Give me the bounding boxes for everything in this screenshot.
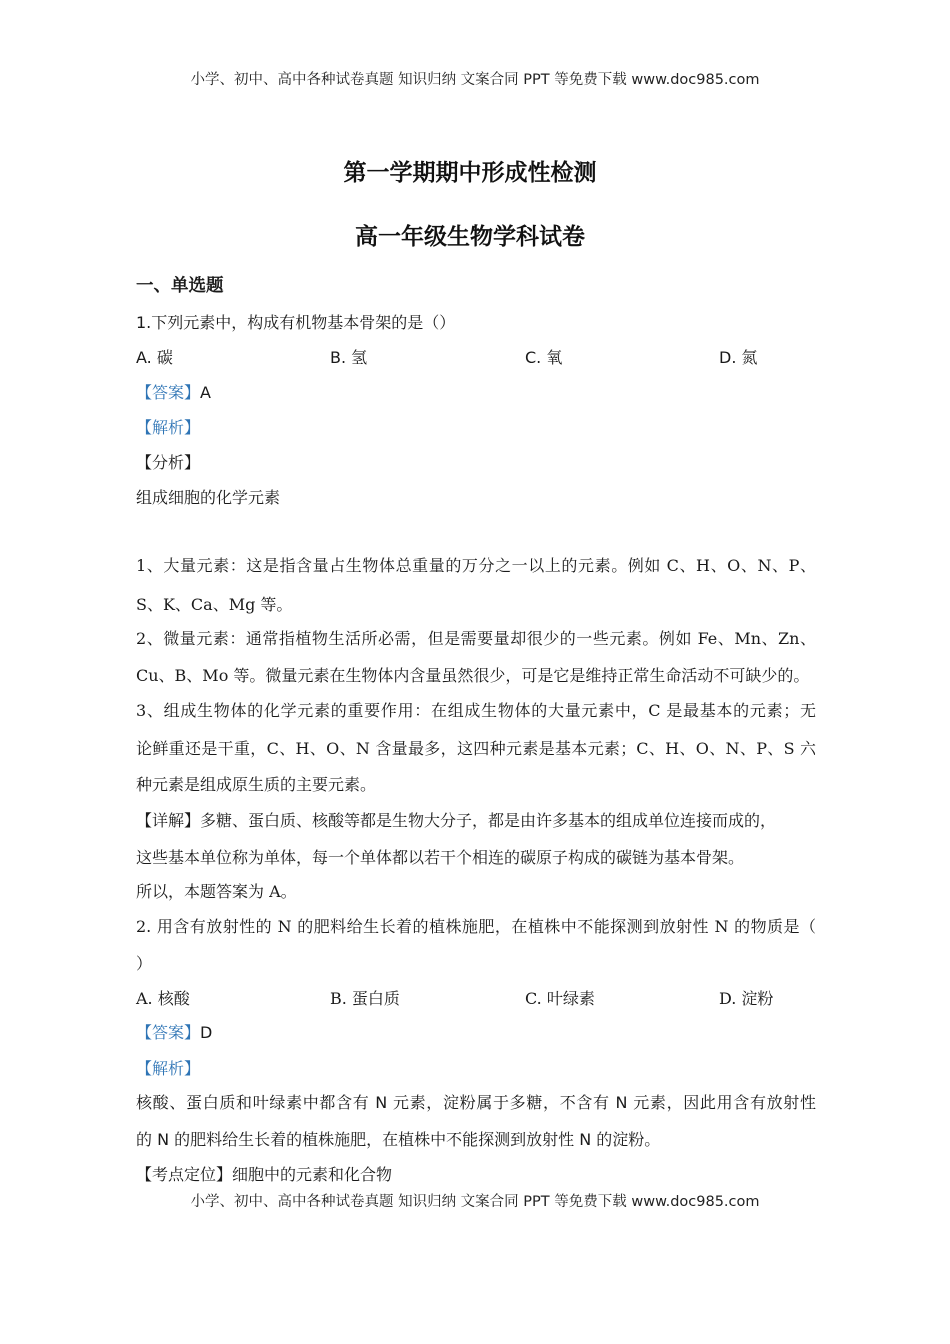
q2-answer <box>136 1020 212 1043</box>
exam-subtitle: 高一年级生物学科试卷 <box>355 224 585 250</box>
answer-tag: 【答案】 <box>136 1023 201 1042</box>
q1-option-a: A. 碳 <box>136 348 173 367</box>
q1-fenxi-tag: 【分析】 <box>136 453 201 472</box>
answer-value: D <box>200 1023 213 1042</box>
answer-value: A <box>200 383 211 402</box>
q1-fenxi-title: 组成细胞的化学元素 <box>136 488 281 507</box>
q2-option-a: A. 核酸 <box>136 989 190 1008</box>
q1-detail-line1: 【详解】多糖、蛋白质、核酸等都是生物大分子，都是由许多基本的组成单位连接而成的， <box>136 811 777 830</box>
answer-tag: 【答案】 <box>136 383 201 402</box>
q2-stem-line1: 2. 用含有放射性的 N 的肥料给生长着的植株施肥，在植株中不能探测到放射性 N 的物质是（ <box>136 917 816 936</box>
q1-option-b: B. 氢 <box>330 348 368 367</box>
q2-explanation-line1: 核酸、蛋白质和叶绿素中都含有 N 元素，淀粉属于多糖，不含有 N 元素，因此用含有放射性 <box>136 1093 816 1112</box>
q1-analysis-tag: 【解析】 <box>136 418 201 437</box>
q1-para3-line2: 论鲜重还是干重，C、H、O、N 含量最多，这四种元素是基本元素；C、H、O、N、P、S 六 <box>136 739 816 758</box>
q1-para1-line1: 1、大量元素：这是指含量占生物体总重量的万分之一以上的元素。例如 C、H、O、N、P、 <box>136 556 816 575</box>
q2-option-d: D. 淀粉 <box>719 989 774 1008</box>
q2-analysis-tag: 【解析】 <box>136 1059 201 1078</box>
q1-option-d: D. 氮 <box>719 348 758 367</box>
page-footer: 小学、初中、高中各种试卷真题 知识归纳 文案合同 PPT 等免费下载 www.doc985.com <box>190 1194 760 1210</box>
section-heading: 一、单选题 <box>136 276 224 296</box>
q1-para1-line2: S、K、Ca、Mg 等。 <box>136 595 293 614</box>
page-header: 小学、初中、高中各种试卷真题 知识归纳 文案合同 PPT 等免费下载 www.doc985.com <box>190 72 760 88</box>
q2-stem-line2: ） <box>136 954 153 973</box>
exam-title: 第一学期期中形成性检测 <box>343 160 597 186</box>
q2-explanation-line2: 的 N 的肥料给生长着的植株施肥，在植株中不能探测到放射性 N 的淀粉。 <box>136 1130 661 1149</box>
q2-kaodian: 【考点定位】细胞中的元素和化合物 <box>136 1165 393 1184</box>
q1-conclusion: 所以，本题答案为 A。 <box>136 882 297 901</box>
q1-para2-line1: 2、微量元素：通常指植物生活所必需，但是需要量却很少的一些元素。例如 Fe、Mn、Zn、 <box>136 629 816 648</box>
q1-detail-line2: 这些基本单位称为单体，每一个单体都以若干个相连的碳原子构成的碳链为基本骨架。 <box>136 848 745 867</box>
q1-para3-line1: 3、组成生物体的化学元素的重要作用：在组成生物体的大量元素中，C 是最基本的元素；无 <box>136 701 816 720</box>
q2-option-c: C. 叶绿素 <box>525 989 595 1008</box>
q1-answer <box>136 380 211 403</box>
q1-stem: 1.下列元素中，构成有机物基本骨架的是（） <box>136 313 456 332</box>
q1-para2-line2: Cu、B、Mo 等。微量元素在生物体内含量虽然很少，可是它是维持正常生命活动不可缺少的。 <box>136 666 810 685</box>
q1-para3-line3: 种元素是组成原生质的主要元素。 <box>136 775 377 794</box>
q2-option-b: B. 蛋白质 <box>330 989 400 1008</box>
q1-option-c: C. 氧 <box>525 348 563 367</box>
